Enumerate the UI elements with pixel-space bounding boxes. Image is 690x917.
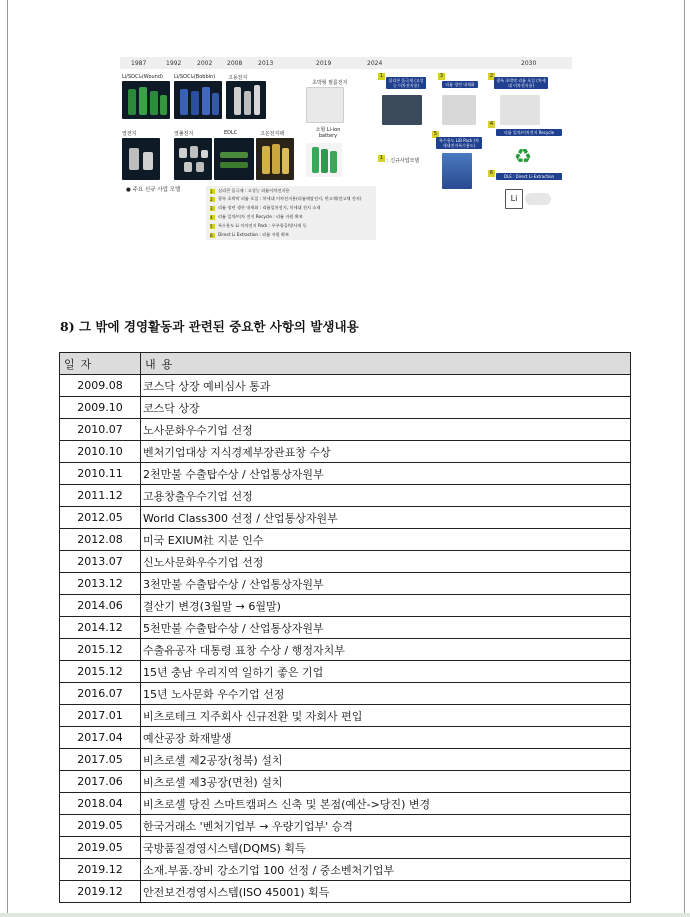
page-bottom-bar: [0, 913, 690, 917]
events-table: [59, 352, 631, 903]
event-date: 2013.12: [60, 573, 141, 595]
event-date: 2012.08: [60, 529, 141, 551]
timeline-year: 2002: [197, 60, 213, 67]
table-row: [60, 749, 631, 771]
timeline-year: 1992: [166, 60, 182, 67]
new-business-badge: 3: [439, 73, 444, 79]
table-row: [60, 485, 631, 507]
table-header-row: [60, 353, 631, 375]
legend-item: 1 실리콘 음극재 : 고성능 리튬이차전지용: [210, 188, 290, 194]
table-row: [60, 397, 631, 419]
timeline-year: 2030: [521, 60, 537, 67]
event-content: 벤처기업대상 지식경제부장관표창 수상: [141, 441, 631, 463]
table-row: [60, 617, 631, 639]
table-row: [60, 727, 631, 749]
event-date: 2019.12: [60, 859, 141, 881]
table-row: [60, 573, 631, 595]
table-row: [60, 595, 631, 617]
silicon-anode-photo: [382, 95, 422, 125]
event-content: 결산기 변경(3월말 → 6월말): [141, 595, 631, 617]
table-row: [60, 551, 631, 573]
thin-film-cell-photo: [306, 87, 344, 123]
thermal-cell-photo: [122, 138, 160, 180]
table-row: [60, 639, 631, 661]
event-content: 비츠로테크 지주회사 신규전환 및 자회사 편입: [141, 705, 631, 727]
event-date: 2009.08: [60, 375, 141, 397]
event-content: 고용창출우수기업 선정: [141, 485, 631, 507]
event-date: 2016.07: [60, 683, 141, 705]
product-label: 소형 Li-ion battery: [315, 127, 341, 139]
table-row: [60, 463, 631, 485]
legend-item: 4 리튬 일차/이차 전지 Recycle : 리튬 자원 확보: [210, 214, 303, 220]
event-date: 2017.06: [60, 771, 141, 793]
event-content: 수출유공자 대통령 표창 수상 / 행정자치부: [141, 639, 631, 661]
legend-item: 3 리튬 정련 생산 내재화 : 리튬일차전지, 차세대 전지 소재: [210, 205, 321, 211]
lithium-refining-photo: [442, 95, 476, 125]
timeline-year: 2008: [227, 60, 243, 67]
small-li-ion-photo: [306, 143, 342, 177]
new-business-badge: 5: [433, 131, 438, 137]
high-temp-cell-photo: [226, 81, 266, 119]
reserve-cell-photo: [174, 138, 212, 180]
new-business-legend: [206, 186, 376, 240]
table-row: [60, 507, 631, 529]
table-row: [60, 441, 631, 463]
table-row: [60, 683, 631, 705]
event-content: 15년 노사문화 우수기업 선정: [141, 683, 631, 705]
event-date: 2017.04: [60, 727, 141, 749]
event-date: 2014.12: [60, 617, 141, 639]
new-business-callout: 리튬 정련 내재화: [442, 81, 478, 88]
event-content: 비츠로셀 당진 스마트캠퍼스 신축 및 본점(예산->당진) 변경: [141, 793, 631, 815]
event-date: 2013.07: [60, 551, 141, 573]
new-business-heading-text: 주요 신규 사업 모델: [132, 187, 181, 193]
event-date: 2009.10: [60, 397, 141, 419]
lithium-element-icon: Li: [505, 189, 523, 209]
event-date: 2015.12: [60, 661, 141, 683]
table-row: [60, 705, 631, 727]
legend-item: 2 광폭 초박막 리튬 포일 : 차세대 이차전지용(리튬메탈전지, 반고체/전고체 전지): [210, 196, 362, 202]
table-row: [60, 771, 631, 793]
event-date: 2019.05: [60, 815, 141, 837]
event-content: 2천만불 수출탑수상 / 산업통상자원부: [141, 463, 631, 485]
header-date: 일자: [60, 353, 141, 375]
wound-cell-photo: [122, 81, 170, 119]
event-content: 한국거래소 '벤처기업부 → 우량기업부' 승격: [141, 815, 631, 837]
event-content: 비츠로셀 제2공장(청북) 설치: [141, 749, 631, 771]
legend-item: 6 Direct Li Extraction : 리튬 자원 확보: [210, 232, 290, 238]
new-business-callout: 특수용도 LiB Pack (차세대전지특수용도): [436, 137, 482, 149]
edlc-photo: [214, 138, 254, 180]
product-label: 고용전지: [228, 75, 248, 81]
product-label: 고온전지팩: [260, 131, 285, 137]
table-row: [60, 375, 631, 397]
event-content: 15년 충남 우리지역 일하기 좋은 기업: [141, 661, 631, 683]
event-content: 3천만불 수출탑수상 / 산업통상자원부: [141, 573, 631, 595]
event-date: 2015.12: [60, 639, 141, 661]
event-content: 소재.부품.장비 강소기업 100 선정 / 중소벤처기업부: [141, 859, 631, 881]
event-date: 2010.10: [60, 441, 141, 463]
event-content: World Class300 선정 / 산업통상자원부: [141, 507, 631, 529]
new-business-badge: 4: [489, 121, 494, 127]
new-business-badge: 6: [489, 170, 494, 176]
event-date: 2018.04: [60, 793, 141, 815]
high-temp-pack-photo: [256, 138, 294, 180]
table-row: [60, 859, 631, 881]
new-business-badge: 2: [489, 73, 494, 79]
event-date: 2019.05: [60, 837, 141, 859]
product-label: 열풀전지: [174, 131, 194, 137]
timeline-year: 2013: [258, 60, 274, 67]
section-title: 8) 그 밖에 경영활동과 관련된 중요한 사항의 발생내용: [60, 319, 359, 334]
event-content: 비츠로셀 제3공장(면천) 설치: [141, 771, 631, 793]
event-date: 2011.12: [60, 485, 141, 507]
lib-pack-photo: [442, 153, 472, 189]
event-date: 2017.05: [60, 749, 141, 771]
new-business-callout: 리튬 일차/이차전지 Recycle: [496, 129, 562, 136]
new-business-callout: DLE : Direct Li-Extraction: [496, 173, 562, 180]
event-content: 예산공장 화재발생: [141, 727, 631, 749]
event-date: 2010.11: [60, 463, 141, 485]
new-business-note: : 신규사업모델: [387, 158, 420, 164]
timeline-year: 2024: [367, 60, 383, 67]
table-row: [60, 661, 631, 683]
event-content: 코스닥 상장: [141, 397, 631, 419]
event-content: 국방품질경영시스템(DQMS) 획득: [141, 837, 631, 859]
timeline-bar: [120, 57, 572, 69]
table-row: [60, 419, 631, 441]
event-content: 미국 EXIUM社 지분 인수: [141, 529, 631, 551]
event-date: 2019.12: [60, 881, 141, 903]
product-label: Li/SOCl₂(Wound): [122, 74, 163, 80]
table-row: [60, 529, 631, 551]
product-label: 초박형 필름전지: [312, 80, 348, 86]
bobbin-cell-photo: [174, 81, 222, 119]
page-right-border: [684, 0, 685, 917]
header-content: 내용: [141, 353, 631, 375]
business-roadmap-figure: [120, 57, 572, 241]
event-content: 노사문화우수기업 선정: [141, 419, 631, 441]
new-business-heading: ● 주요 신규 사업 모델: [126, 187, 181, 193]
lithium-foil-photo: [500, 95, 540, 125]
timeline-year: 2019: [316, 60, 332, 67]
product-label: Li/SOCl₂(Bobbin): [174, 74, 216, 80]
recycle-icon: ♻: [512, 145, 534, 167]
event-date: 2014.06: [60, 595, 141, 617]
table-row: [60, 793, 631, 815]
table-row: [60, 881, 631, 903]
table-row: [60, 837, 631, 859]
event-content: 안전보건경영시스템(ISO 45001) 획득: [141, 881, 631, 903]
event-content: 코스닥 상장 예비심사 통과: [141, 375, 631, 397]
new-business-callout: 실리콘 음극재 (고성능 이차전지용): [386, 77, 426, 89]
new-business-badge: 1: [379, 155, 384, 161]
event-content: 5천만불 수출탑수상 / 산업통상자원부: [141, 617, 631, 639]
event-content: 신노사문화우수기업 선정: [141, 551, 631, 573]
event-date: 2010.07: [60, 419, 141, 441]
product-label: EDLC: [224, 130, 238, 136]
event-date: 2017.01: [60, 705, 141, 727]
legend-item: 5 특수용도 Li 이차전지 Pack : 우주항공/방사제 등: [210, 223, 307, 229]
new-business-callout: 광폭 초박막 리튬 포일 (차세대 이차전지용): [494, 77, 548, 89]
timeline-year: 1987: [131, 60, 147, 67]
new-business-badge: 1: [379, 73, 384, 79]
page-left-border: [7, 0, 8, 917]
lithium-powder-photo: [525, 193, 551, 205]
product-label: 열전지: [122, 131, 137, 137]
table-row: [60, 815, 631, 837]
event-date: 2012.05: [60, 507, 141, 529]
